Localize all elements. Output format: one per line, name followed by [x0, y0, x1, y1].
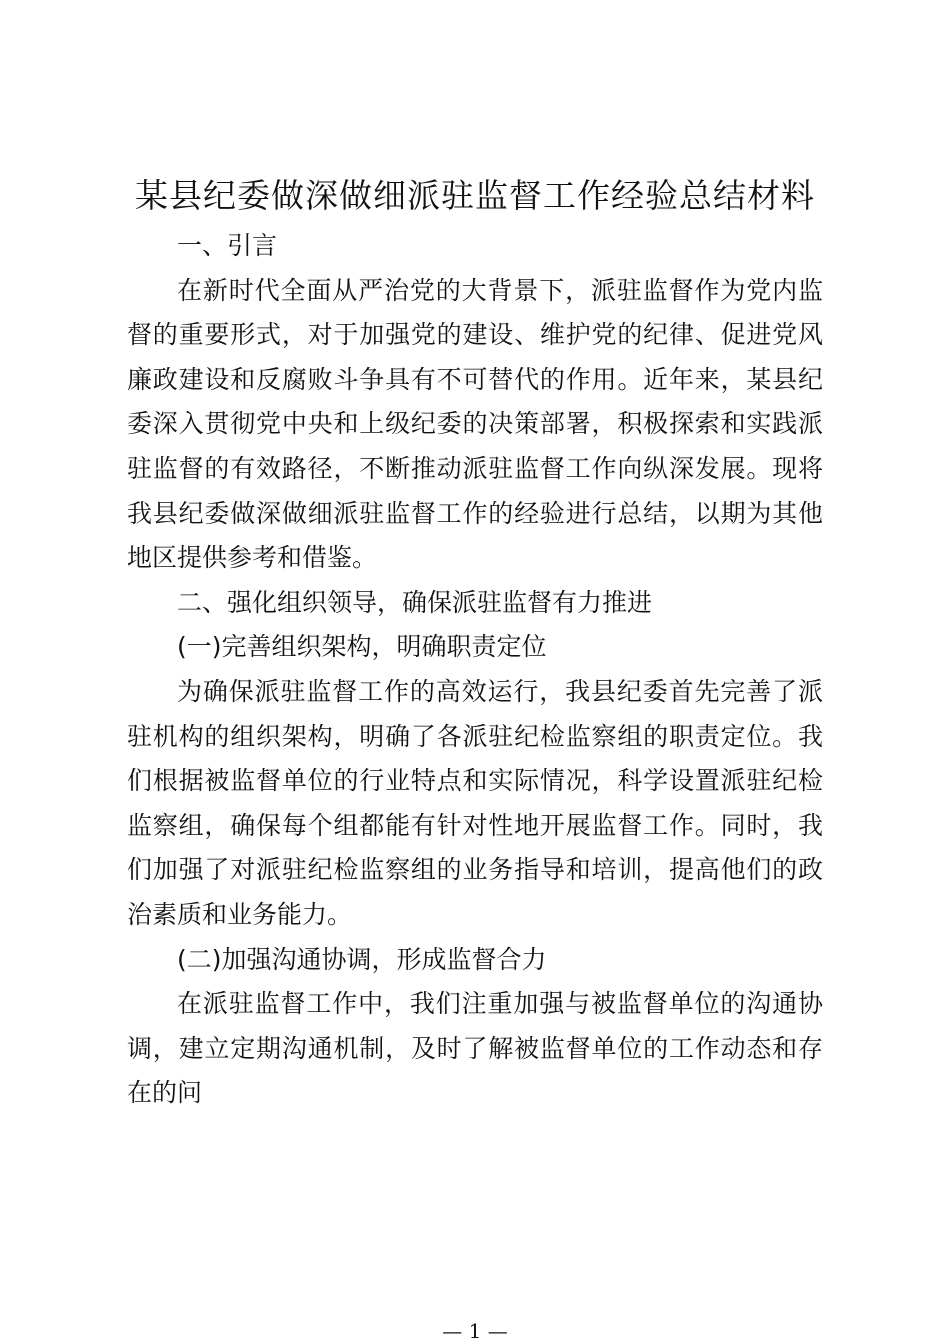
document-body — [127, 224, 823, 1116]
section-heading-introduction: 一、引言 — [177, 231, 278, 260]
paragraph-coordination: 在派驻监督工作中，我们注重加强与被监督单位的沟通协调，建立定期沟通机制，及时了解被监督单位的工作动态和存在的问 — [127, 989, 823, 1108]
subsection-heading-structure: (一)完善组织架构，明确职责定位 — [177, 632, 547, 662]
paragraph-structure: 为确保派驻监督工作的高效运行，我县纪委首先完善了派驻机构的组织架构，明确了各派驻纪检监察组的职责定位。我们根据被监督单位的行业特点和实际情况，科学设置派驻纪检监察组，确保每个组都能有针对性地开展监督工作。同时，我们加强了对派驻纪检监察组的业务指导和培训，提高他们的政治素质和业务能力。 — [127, 676, 823, 929]
subsection-heading-coordination: (二)加强沟通协调，形成监督合力 — [177, 944, 547, 974]
section-heading-organization: 二、强化组织领导，确保派驻监督有力推进 — [177, 587, 653, 617]
page-number: — 1 — — [442, 1319, 508, 1343]
document-title: 某县纪委做深做细派驻监督工作经验总结材料 — [135, 176, 815, 215]
paragraph-introduction: 在新时代全面从严治党的大背景下，派驻监督作为党内监督的重要形式，对于加强党的建设、维护党的纪律、促进党风廉政建设和反腐败斗争具有不可替代的作用。近年来，某县纪委深入贯彻党中央和上级纪委的决策部署，积极探索和实践派驻监督的有效路径，不断推动派驻监督工作向纵深发展。现将我县纪委做深做细派驻监督工作的经验进行总结，以期为其他地区提供参考和借鉴。 — [127, 275, 823, 573]
